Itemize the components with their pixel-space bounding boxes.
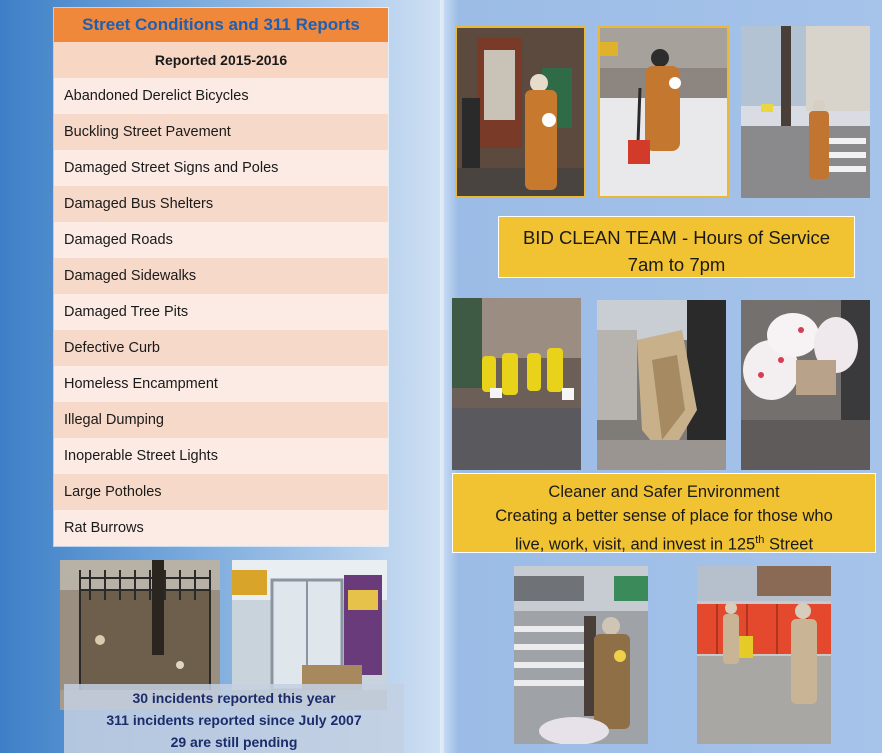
table-row: Damaged Tree Pits <box>54 294 388 330</box>
environment-title: Cleaner and Safer Environment <box>548 483 780 501</box>
hours-title: BID CLEAN TEAM - Hours of Service <box>522 227 831 248</box>
table-row: Homeless Encampment <box>54 366 388 402</box>
worker-crosswalk-photo <box>741 26 870 198</box>
environment-line-3-text: live, work, visit, and invest in 125 <box>514 535 756 554</box>
hours-time: 7am to 7pm <box>627 254 726 275</box>
table-row: Inoperable Street Lights <box>54 438 388 474</box>
worker-snow-shovel-photo <box>598 26 729 198</box>
table-row: Illegal Dumping <box>54 402 388 438</box>
table-row: Abandoned Derelict Bicycles <box>54 78 388 114</box>
incidents-since-2007: 311 incidents reported since July 2007 <box>106 712 362 728</box>
table-row: Damaged Street Signs and Poles <box>54 150 388 186</box>
street-conditions-table <box>54 8 388 546</box>
environment-line-3-end: Street <box>764 535 814 554</box>
garbage-bags-photo <box>741 300 870 470</box>
worker-sidewalk-photo <box>514 566 648 744</box>
table-row: Damaged Roads <box>54 222 388 258</box>
table-title: Street Conditions and 311 Reports <box>54 8 388 42</box>
environment-line-3 <box>453 528 875 557</box>
environment-superscript: th <box>755 534 765 546</box>
environment-line-2: Creating a better sense of place for those who <box>495 507 833 525</box>
page-divider <box>440 0 444 753</box>
incidents-pending: 29 are still pending <box>170 734 298 750</box>
incidents-this-year: 30 incidents reported this year <box>132 690 336 706</box>
worker-newsbox-photo <box>455 26 586 198</box>
workers-yellow-raincoats-photo <box>452 298 581 470</box>
table-row: Damaged Bus Shelters <box>54 186 388 222</box>
table-row: Large Potholes <box>54 474 388 510</box>
table-row: Rat Burrows <box>54 510 388 546</box>
table-subtitle: Reported 2015-2016 <box>54 42 388 78</box>
table-row: Defective Curb <box>54 330 388 366</box>
cardboard-debris-photo <box>597 300 726 470</box>
worker-barriers-photo <box>697 566 831 744</box>
table-row: Damaged Sidewalks <box>54 258 388 294</box>
table-row: Buckling Street Pavement <box>54 114 388 150</box>
hours-of-service-banner <box>498 216 855 278</box>
environment-banner <box>452 473 876 553</box>
